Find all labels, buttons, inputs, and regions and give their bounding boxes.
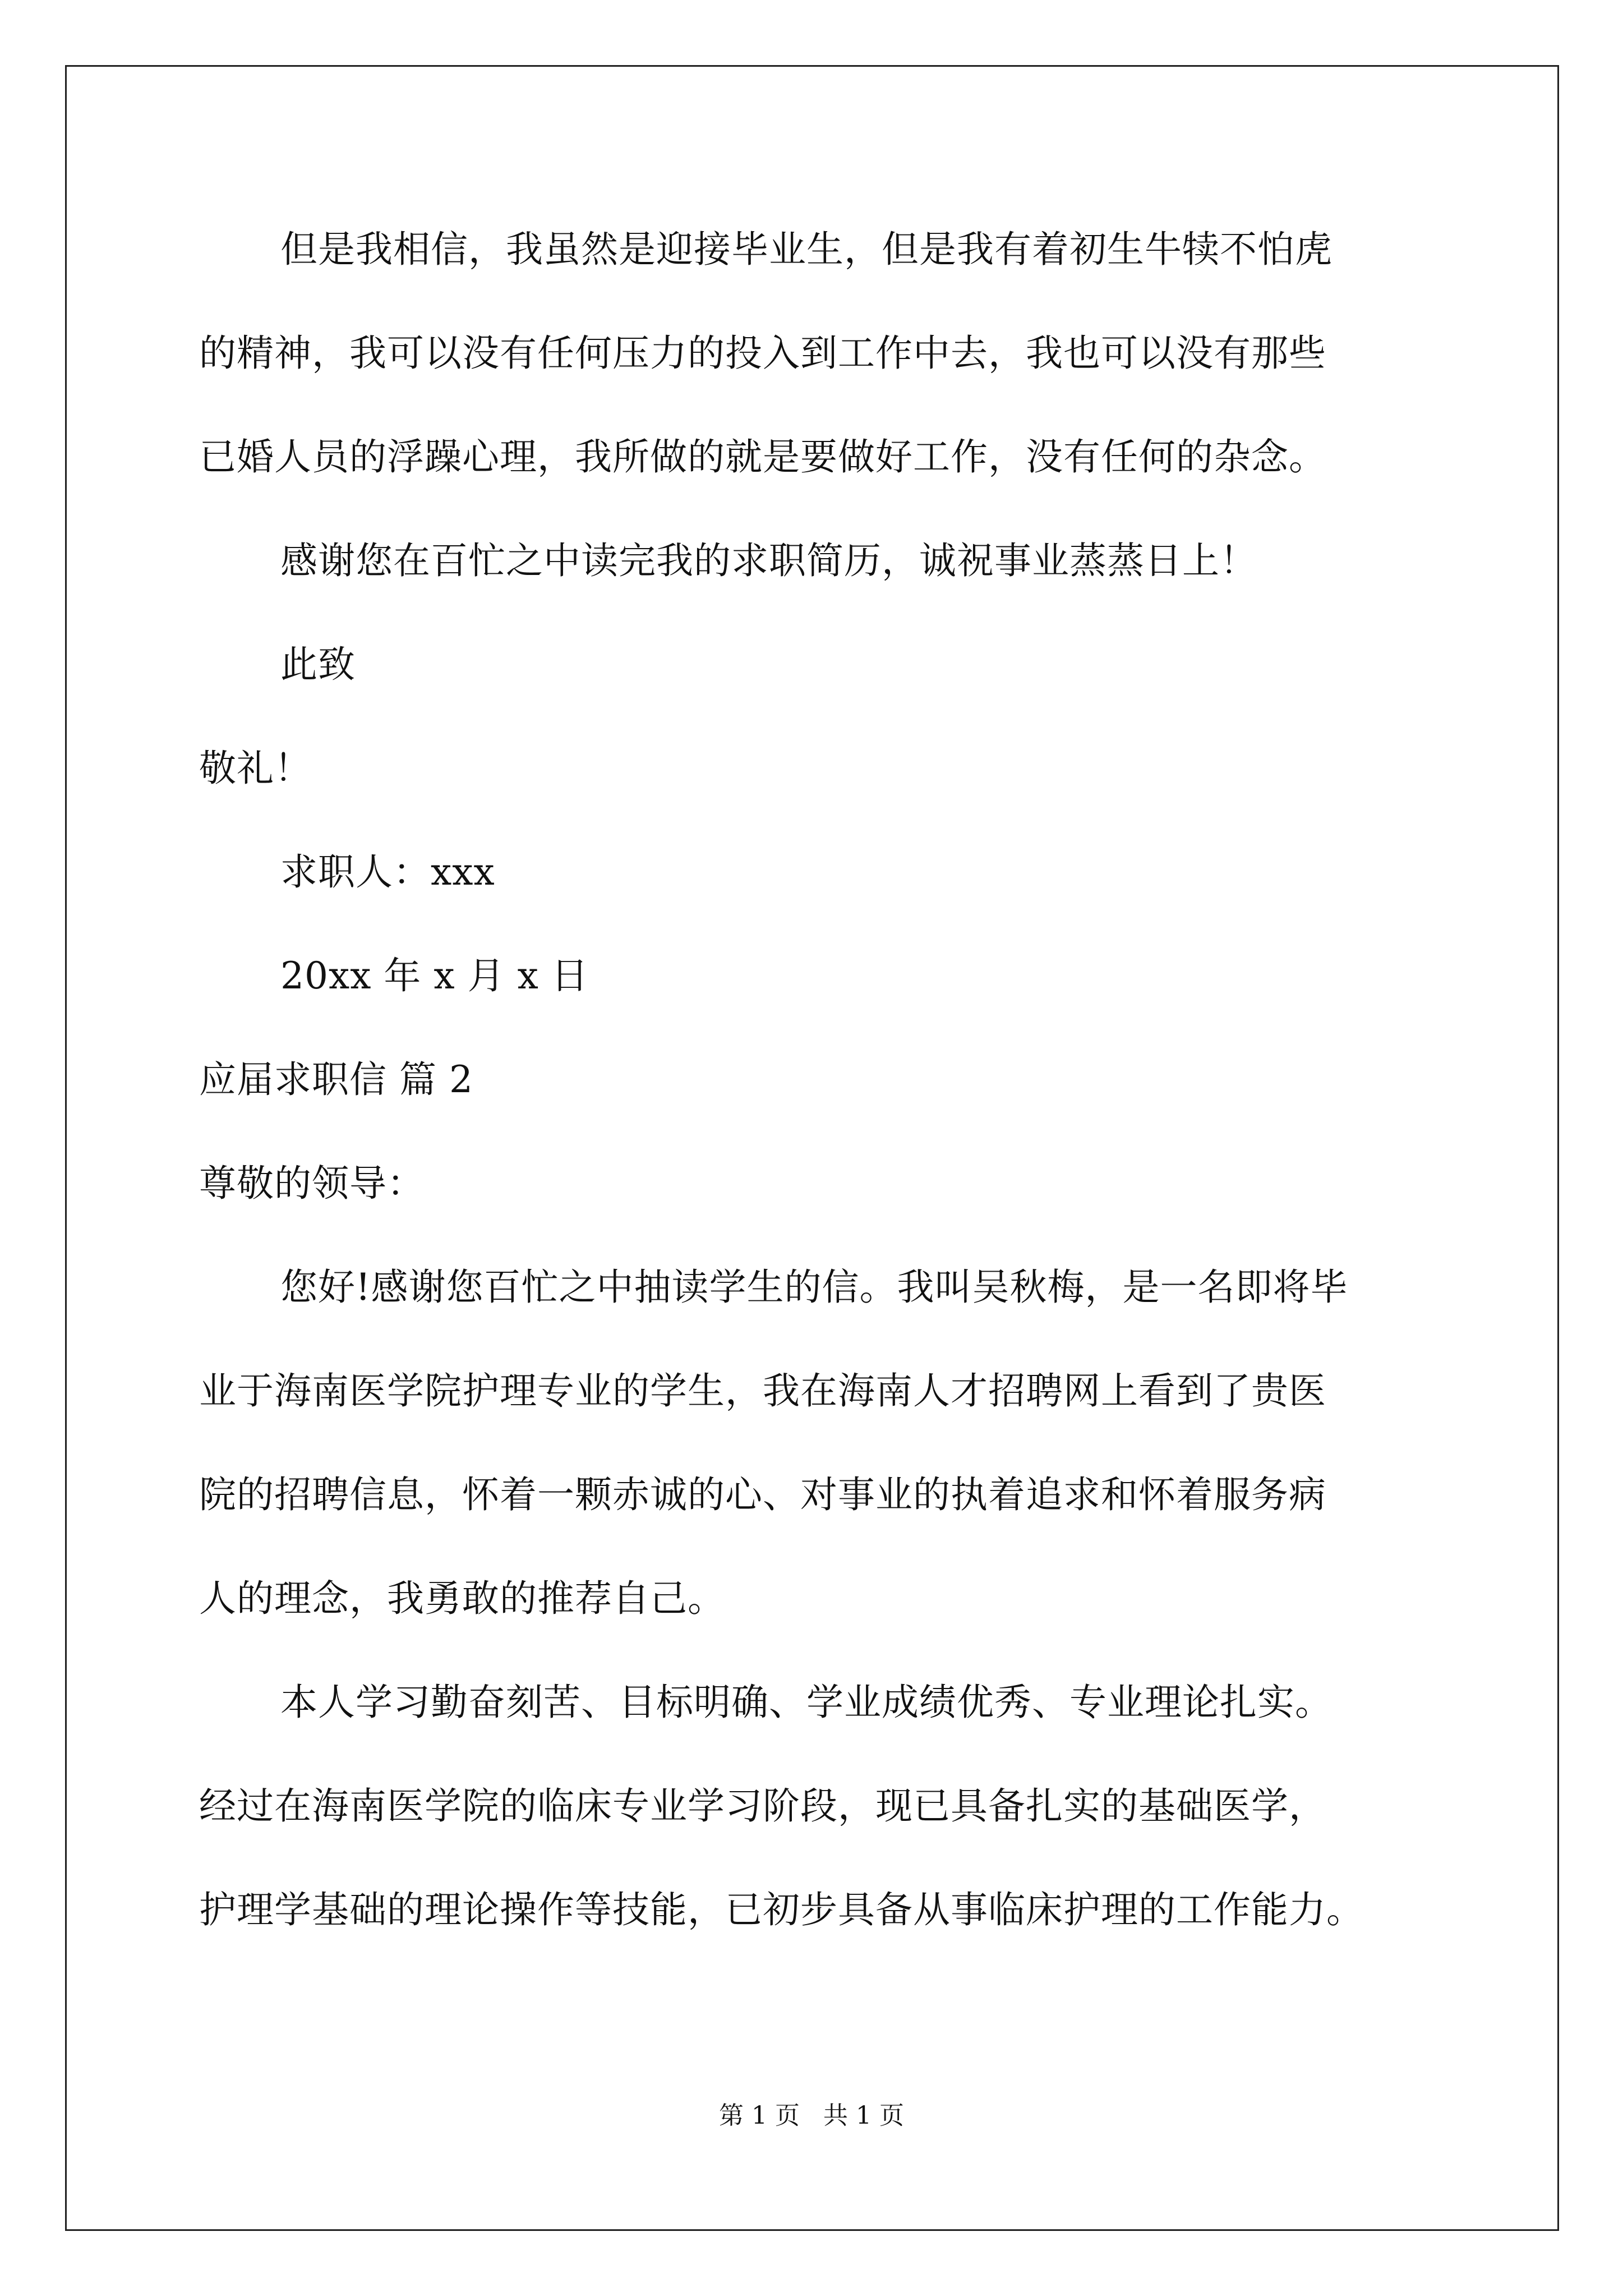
body-line-9: 经过在海南医学院的临床专业学习阶段，现已具备扎实的基础医学，: [199, 1784, 1326, 1828]
greeting: 尊敬的领导：: [199, 1162, 425, 1205]
closing-wish: 感谢您在百忙之中读完我的求职简历，诚祝事业蒸蒸日上！: [280, 539, 1257, 582]
body-line-6: 院的招聘信息，怀着一颗赤诚的心、对事业的执着追求和怀着服务病: [199, 1473, 1326, 1516]
applicant-signature: 求职人：xxx: [280, 850, 495, 894]
body-line-5: 业于海南医学院护理专业的学生，我在海南人才招聘网上看到了贵医: [199, 1369, 1326, 1412]
body-line-8: 本人学习勤奋刻苦、目标明确、学业成绩优秀、专业理论扎实。: [280, 1681, 1332, 1724]
salutation-jingli: 敬礼！: [199, 747, 312, 790]
page-footer: 第 1 页 共 1 页: [719, 2101, 904, 2130]
body-line-4: 您好!感谢您百忙之中抽读学生的信。我叫吴秋梅，是一名即将毕: [280, 1266, 1348, 1309]
letter-date: 20xx 年 x 月 x 日: [280, 954, 589, 997]
body-line-7: 人的理念，我勇敢的推荐自己。: [199, 1577, 725, 1620]
section-heading: 应届求职信 篇 2: [199, 1058, 473, 1101]
body-line-1: 但是我相信，我虽然是迎接毕业生，但是我有着初生牛犊不怕虎: [280, 228, 1332, 271]
salutation-cizhi: 此致: [280, 643, 356, 686]
body-line-2: 的精神，我可以没有任何压力的投入到工作中去，我也可以没有那些: [199, 332, 1326, 375]
body-line-3: 已婚人员的浮躁心理，我所做的就是要做好工作，没有任何的杂念。: [199, 435, 1326, 478]
body-line-10: 护理学基础的理论操作等技能，已初步具备从事临床护理的工作能力。: [199, 1888, 1364, 1931]
